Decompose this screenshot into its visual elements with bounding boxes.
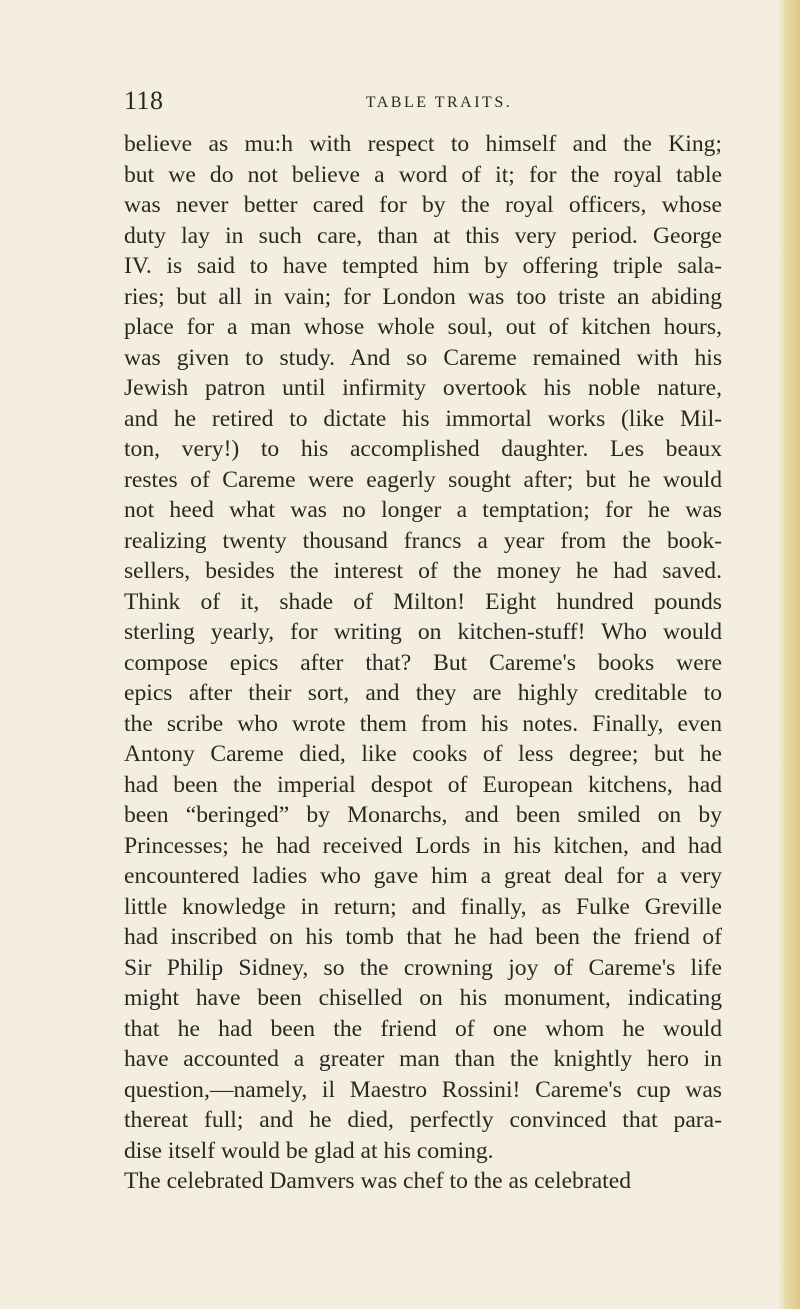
text-line: but we do not believe a word of it; for the royal table (124, 161, 722, 188)
text-line: and he retired to dictate his immortal works (like Mil- (124, 405, 722, 432)
text-line: sterling yearly, for writing on kitchen-stuff! Who would (124, 619, 722, 645)
text-line: been “beringed” by Monarchs, and been smiled on by (124, 802, 722, 828)
text-line: epics after their sort, and they are highly creditable to (124, 680, 722, 706)
text-line: realizing twenty thousand francs a year from the book- (124, 527, 722, 554)
text-line: The celebrated Damvers was chef to the as celebrated (124, 1168, 632, 1194)
text-line: compose epics after that? But Careme's books were (124, 649, 722, 676)
text-line: the scribe who wrote them from his notes. Finally, even (124, 710, 722, 737)
text-line: ries; but all in vain; for London was too triste an abiding (124, 283, 722, 310)
page-number: 118 (124, 86, 164, 115)
text-line: question,—namely, il Maestro Rossini! Careme's cup was (124, 1076, 722, 1103)
text-line: place for a man whose whole soul, out of kitchen hours, (124, 314, 722, 340)
text-line: dise itself would be glad at his coming. (124, 1137, 494, 1164)
text-line: duty lay in such care, than at this very period. George (124, 222, 722, 249)
page-header (124, 86, 724, 116)
text-line: might have been chiselled on his monument, indicating (124, 985, 722, 1011)
text-line: Think of it, shade of Milton! Eight hundred pounds (124, 588, 722, 615)
text-line: Antony Careme died, like cooks of less degree; but he (124, 741, 722, 767)
text-line: was never better cared for by the royal officers, whose (124, 192, 722, 218)
text-line: Princesses; he had received Lords in his kitchen, and had (124, 832, 722, 859)
text-line: ton, very!) to his accomplished daughter. Les beaux (124, 436, 722, 462)
running-head: TABLE TRAITS. (365, 94, 513, 111)
text-line-end: h with respect to himself and the King; (281, 131, 722, 157)
text-line: had been the imperial despot of European kitchens, had (124, 771, 722, 798)
text-line: was given to study. And so Careme remained with his (124, 344, 722, 371)
broken-glyph: : (274, 131, 282, 157)
text-line: IV. is said to have tempted him by offering triple sala- (124, 253, 722, 279)
text-line: have accounted a greater man than the knightly hero in (124, 1046, 722, 1072)
text-line: that he had been the friend of one whom he would (124, 1015, 722, 1042)
text-line-start: believe as mu (124, 131, 275, 157)
text-line: thereat full; and he died, perfectly convinced that para- (124, 1107, 722, 1133)
text-line (124, 129, 722, 160)
text-line: restes of Careme were eagerly sought after; but he would (124, 466, 722, 493)
text-line: had inscribed on his tomb that he had been the friend of (124, 924, 722, 950)
text-line: Jewish patron until infirmity overtook his noble nature, (124, 375, 722, 401)
text-line: not heed what was no longer a temptation; for he was (124, 497, 722, 523)
body-text (124, 129, 722, 1197)
text-line: encountered ladies who gave him a great deal for a very (124, 863, 722, 889)
text-line: sellers, besides the interest of the money he had saved. (124, 558, 722, 584)
text-line: little knowledge in return; and finally, as Fulke Greville (124, 893, 722, 920)
text-line: Sir Philip Sidney, so the crowning joy of Careme's life (124, 954, 722, 981)
